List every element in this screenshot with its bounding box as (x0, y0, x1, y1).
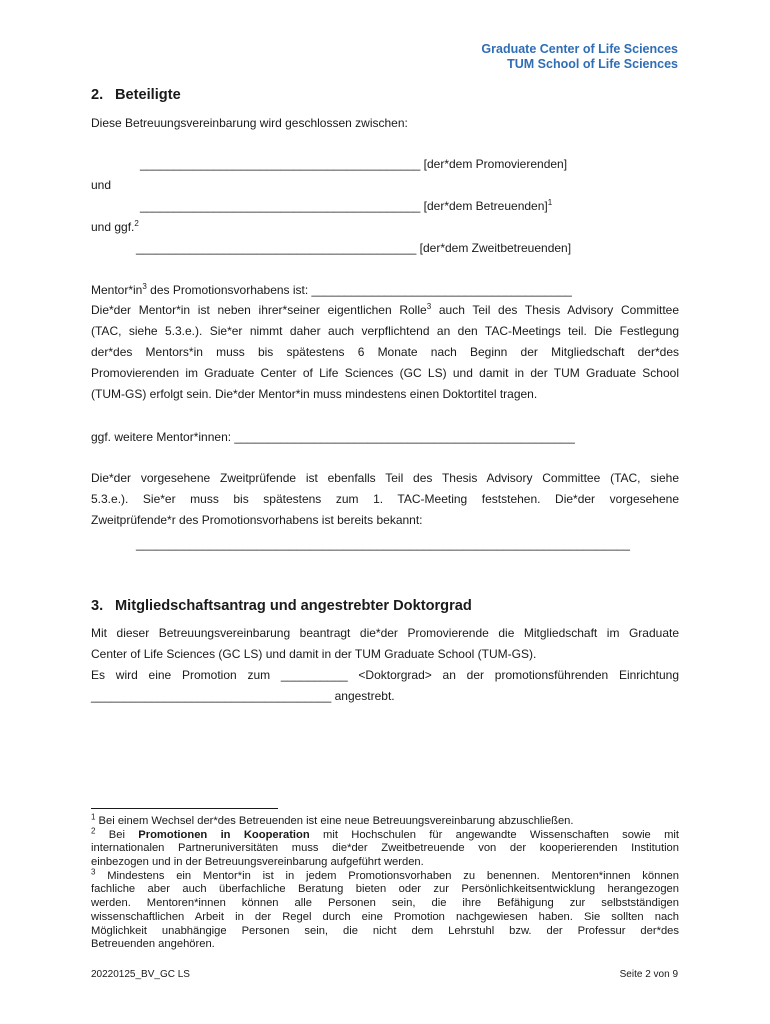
mentor-para-line-5: (TUM-GS) erfolgt sein. Die*der Mentor*in muss mindestens einen Doktortitel tragen. (91, 387, 538, 401)
mentor-para-line-3: der*des Mentors*in muss bis spätestens 6 Monate nach Beginn der Mitgliedschaft der*des (91, 345, 679, 359)
zweitpruefende-field: __________________________________________________________________________ (136, 537, 630, 551)
und-ggf-label (91, 220, 139, 234)
footnote-2-line-3: einbezogen und in der Betreuungsvereinbarung aufgeführt werden. (91, 856, 424, 869)
footnote-1 (91, 812, 679, 829)
mentor-paragraph (91, 300, 679, 405)
footnote-1-number: 1 (91, 812, 96, 822)
zweitpruefende-line-2: 5.3.e.). Sie*er muss bis spätestens zum 1. TAC-Meeting feststehen. Die*der vorgesehene (91, 492, 679, 506)
section-2-number: 2. (91, 87, 104, 103)
footer-page-number: Seite 2 von 9 (619, 969, 678, 980)
section-3-paragraph (91, 623, 679, 707)
field-betreuende-text: __________________________________________ [der*dem Betreuenden] (140, 199, 548, 213)
mentor-para-line-1 (91, 300, 679, 321)
mentor-label: Mentor*in (91, 283, 143, 297)
zweitpruefende-paragraph (91, 468, 679, 531)
footnote-ref-1: 1 (547, 198, 553, 207)
footer-document-id: 20220125_BV_GC LS (91, 969, 190, 980)
zweitpruefende-line-1: Die*der vorgesehene Zweitprüfende ist ebenfalls Teil des Thesis Advisory Committee (TAC, siehe (91, 471, 679, 485)
mentor-field (91, 283, 572, 297)
footnote-ref-3a: 3 (142, 282, 147, 291)
footnote-2-text-b: mit Hochschulen für angewandte Wissenschaften sowie mit (309, 828, 680, 841)
zweitpruefende-line-3: Zweitprüfende*r des Promotionsvorhabens ist bereits bekannt: (91, 513, 423, 527)
footnote-separator (91, 808, 278, 809)
footnote-ref-3b: 3 (426, 302, 432, 311)
und-ggf-text: und ggf. (91, 220, 135, 234)
mentor-para-line-4: Promovierenden im Graduate Center of Life Sciences (GC LS) und damit in der TUM Graduate School (91, 366, 679, 380)
footnote-2-line-2: internationalen Partneruniversitäten muss die*der Zweitbetreuende von der kooperierenden Institution (91, 842, 679, 855)
section-3-line-4: ____________________________________ angestrebt. (91, 689, 395, 703)
section-3-line-2: Center of Life Sciences (GC LS) und damit in der TUM Graduate School (TUM-GS). (91, 647, 537, 661)
mentor-para-text-1b: auch Teil des Thesis Advisory Committee (431, 303, 679, 317)
section-3-line-3: Es wird eine Promotion zum __________ <Doktorgrad> an der promotionsführenden Einrichtung (91, 668, 679, 682)
mentor-para-line-2: (TAC, siehe 5.3.e.). Sie*er nimmt daher auch verpflichtend an den TAC-Meetings teil. Die Festlegung (91, 324, 679, 338)
institution-header (481, 42, 678, 71)
footnote-2-text-a: Bei (95, 828, 139, 841)
footnote-3-line-2: fachliche aber auch überfachliche Beratung bieten oder zur Persönlichkeitsentwicklung herangezogen (91, 883, 679, 896)
field-betreuende (140, 199, 552, 213)
footnote-1-text: Bei einem Wechsel der*des Betreuenden ist eine neue Betreuungsvereinbarung abzuschließen. (95, 815, 574, 827)
footnote-2-bold: Promotionen in Kooperation (138, 828, 310, 841)
footnote-3-line-3: werden. Mentoren*innen können alle Personen sein, die ihre Befähigung zur selbstständigen (91, 897, 679, 910)
section-2-heading (91, 87, 181, 103)
footnote-3-line-1 (91, 867, 679, 884)
footnote-3-number: 3 (91, 867, 96, 877)
footnote-3-line-6: Betreuenden angehören. (91, 938, 215, 951)
footnote-2-number: 2 (91, 825, 96, 835)
weitere-mentor-field: ggf. weitere Mentor*innen: ___________________________________________________ (91, 430, 575, 444)
header-line-school: TUM School of Life Sciences (507, 56, 678, 71)
footnotes (91, 812, 680, 952)
mentor-line: des Promotionsvorhabens ist: _______________________________________ (146, 283, 572, 297)
section-2-intro: Diese Betreuungsvereinbarung wird geschlossen zwischen: (91, 116, 408, 130)
header-line-graduate-center: Graduate Center of Life Sciences (481, 42, 678, 56)
footnote-3-text: Mindestens ein Mentor*in ist in jedem Promotionsvorhaben zu benennen. Mentoren*innen können (95, 869, 679, 882)
section-2-title: Beteiligte (115, 87, 181, 103)
footnote-ref-2: 2 (134, 219, 139, 228)
section-3-line-1: Mit dieser Betreuungsvereinbarung beantragt die*der Promovierende die Mitgliedschaft im Graduate (91, 626, 679, 640)
field-zweitbetreuende: __________________________________________ [der*dem Zweitbetreuenden] (136, 241, 572, 255)
field-promovierende: __________________________________________ [der*dem Promovierenden] (140, 157, 568, 171)
section-3-number: 3. (91, 598, 104, 614)
mentor-para-text-1a: Die*der Mentor*in ist neben ihrer*seiner eigentlichen Rolle (91, 303, 427, 317)
footnote-3-line-4: wissenschaftlichen Arbeit in der Regel durch eine Promotion nachgewiesen haben. Sie sollten nach (91, 910, 679, 923)
section-3-title: Mitgliedschaftsantrag und angestrebter Doktorgrad (115, 598, 472, 614)
section-3-heading (91, 598, 472, 614)
und-label: und (91, 178, 112, 192)
footnote-3-line-5: Möglichkeit unabhängige Personen sein, die nicht dem Lehrstuhl bzw. der Professur der*des (91, 924, 679, 937)
footnote-2-line-1 (91, 825, 680, 843)
